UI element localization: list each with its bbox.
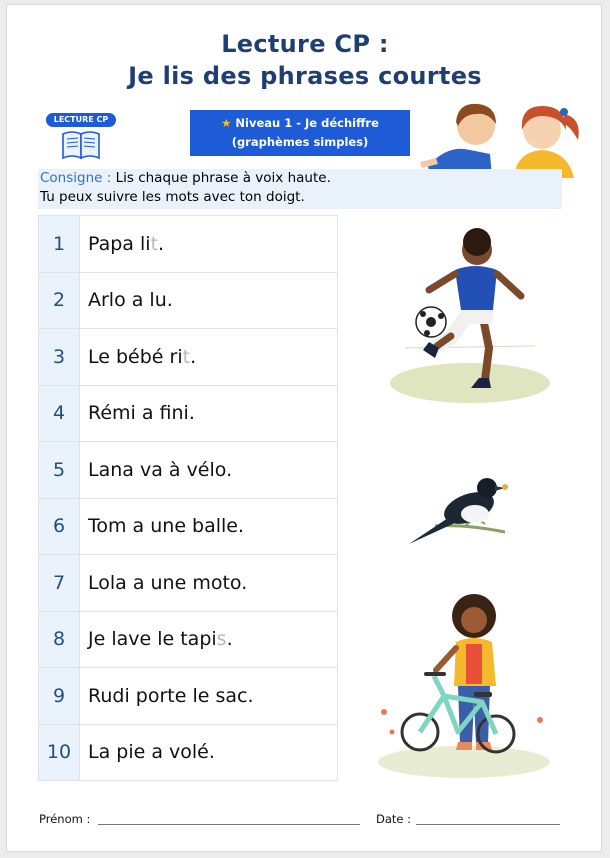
- sentence-text: [80, 498, 338, 555]
- silent-letter: t: [182, 345, 191, 368]
- sentence-text: [80, 216, 338, 273]
- sentence-main: Tom a une balle.: [88, 515, 245, 538]
- sentence-main: Papa li: [88, 232, 151, 255]
- sentence-row: [39, 329, 338, 386]
- instructions-text-2: Tu peux suivre les mots avec ton doigt.: [40, 189, 305, 205]
- first-name-label: Prénom :: [39, 812, 91, 826]
- sentence-row: [39, 385, 338, 442]
- sentence-main: Lola a une moto.: [88, 571, 248, 594]
- reading-children-illustration: [418, 96, 588, 178]
- sentence-text: [80, 329, 338, 386]
- sentence-text: [80, 442, 338, 499]
- lecture-cp-badge: LECTURE CP: [46, 113, 116, 127]
- level-banner: [190, 110, 410, 156]
- sentence-end: .: [190, 345, 197, 368]
- sentence-number: 3: [39, 329, 80, 386]
- date-line[interactable]: [416, 824, 560, 825]
- sentence-text: [80, 724, 338, 781]
- sentence-number: 9: [39, 668, 80, 725]
- sentence-number: 6: [39, 498, 80, 555]
- sentence-main: Arlo a lu.: [88, 289, 173, 312]
- sentence-row: [39, 216, 338, 273]
- boy-playing-soccer-illustration: [385, 218, 555, 403]
- level-subtitle: (graphèmes simples): [231, 135, 369, 149]
- sentence-text: [80, 272, 338, 329]
- page-title-line1: Lecture CP :: [221, 30, 389, 58]
- sentence-number: 4: [39, 385, 80, 442]
- sentence-end: .: [158, 232, 165, 255]
- sentence-row: [39, 498, 338, 555]
- sentence-text: [80, 385, 338, 442]
- instructions-label: Consigne :: [40, 170, 112, 186]
- instructions-text-1: Lis chaque phrase à voix haute.: [115, 170, 331, 186]
- sentence-text: [80, 611, 338, 668]
- star-icon: ★: [221, 116, 232, 130]
- sentence-main: Rémi a fini.: [88, 402, 195, 425]
- sentence-text: [80, 668, 338, 725]
- sentence-number: 10: [39, 724, 80, 781]
- girl-with-bicycle-illustration: [372, 592, 552, 782]
- sentence-number: 2: [39, 272, 80, 329]
- sentence-main: La pie a volé.: [88, 741, 215, 764]
- sentence-row: [39, 442, 338, 499]
- sentence-end: .: [226, 628, 233, 651]
- sentence-text: [80, 555, 338, 612]
- sentence-row: [39, 724, 338, 781]
- sentences-table: [38, 215, 338, 781]
- sentence-main: Le bébé ri: [88, 345, 183, 368]
- silent-letter: t: [150, 232, 159, 255]
- sentence-row: [39, 272, 338, 329]
- instructions: [38, 169, 562, 209]
- silent-letter: s: [216, 628, 227, 651]
- sentence-row: [39, 611, 338, 668]
- sentence-row: [39, 555, 338, 612]
- sentence-number: 1: [39, 216, 80, 273]
- level-title: Niveau 1 - Je déchiffre: [235, 116, 379, 130]
- sentence-main: Je lave le tapi: [88, 628, 217, 651]
- sentence-row: [39, 668, 338, 725]
- first-name-line[interactable]: [98, 824, 360, 825]
- sentence-main: Rudi porte le sac.: [88, 684, 254, 707]
- book-icon: [61, 130, 101, 160]
- date-label: Date :: [376, 812, 412, 826]
- sentence-number: 8: [39, 611, 80, 668]
- page-title-line2: Je lis des phrases courtes: [128, 62, 482, 90]
- sentence-number: 5: [39, 442, 80, 499]
- sentence-main: Lana va à vélo.: [88, 458, 233, 481]
- sentence-number: 7: [39, 555, 80, 612]
- magpie-bird-illustration: [405, 466, 515, 548]
